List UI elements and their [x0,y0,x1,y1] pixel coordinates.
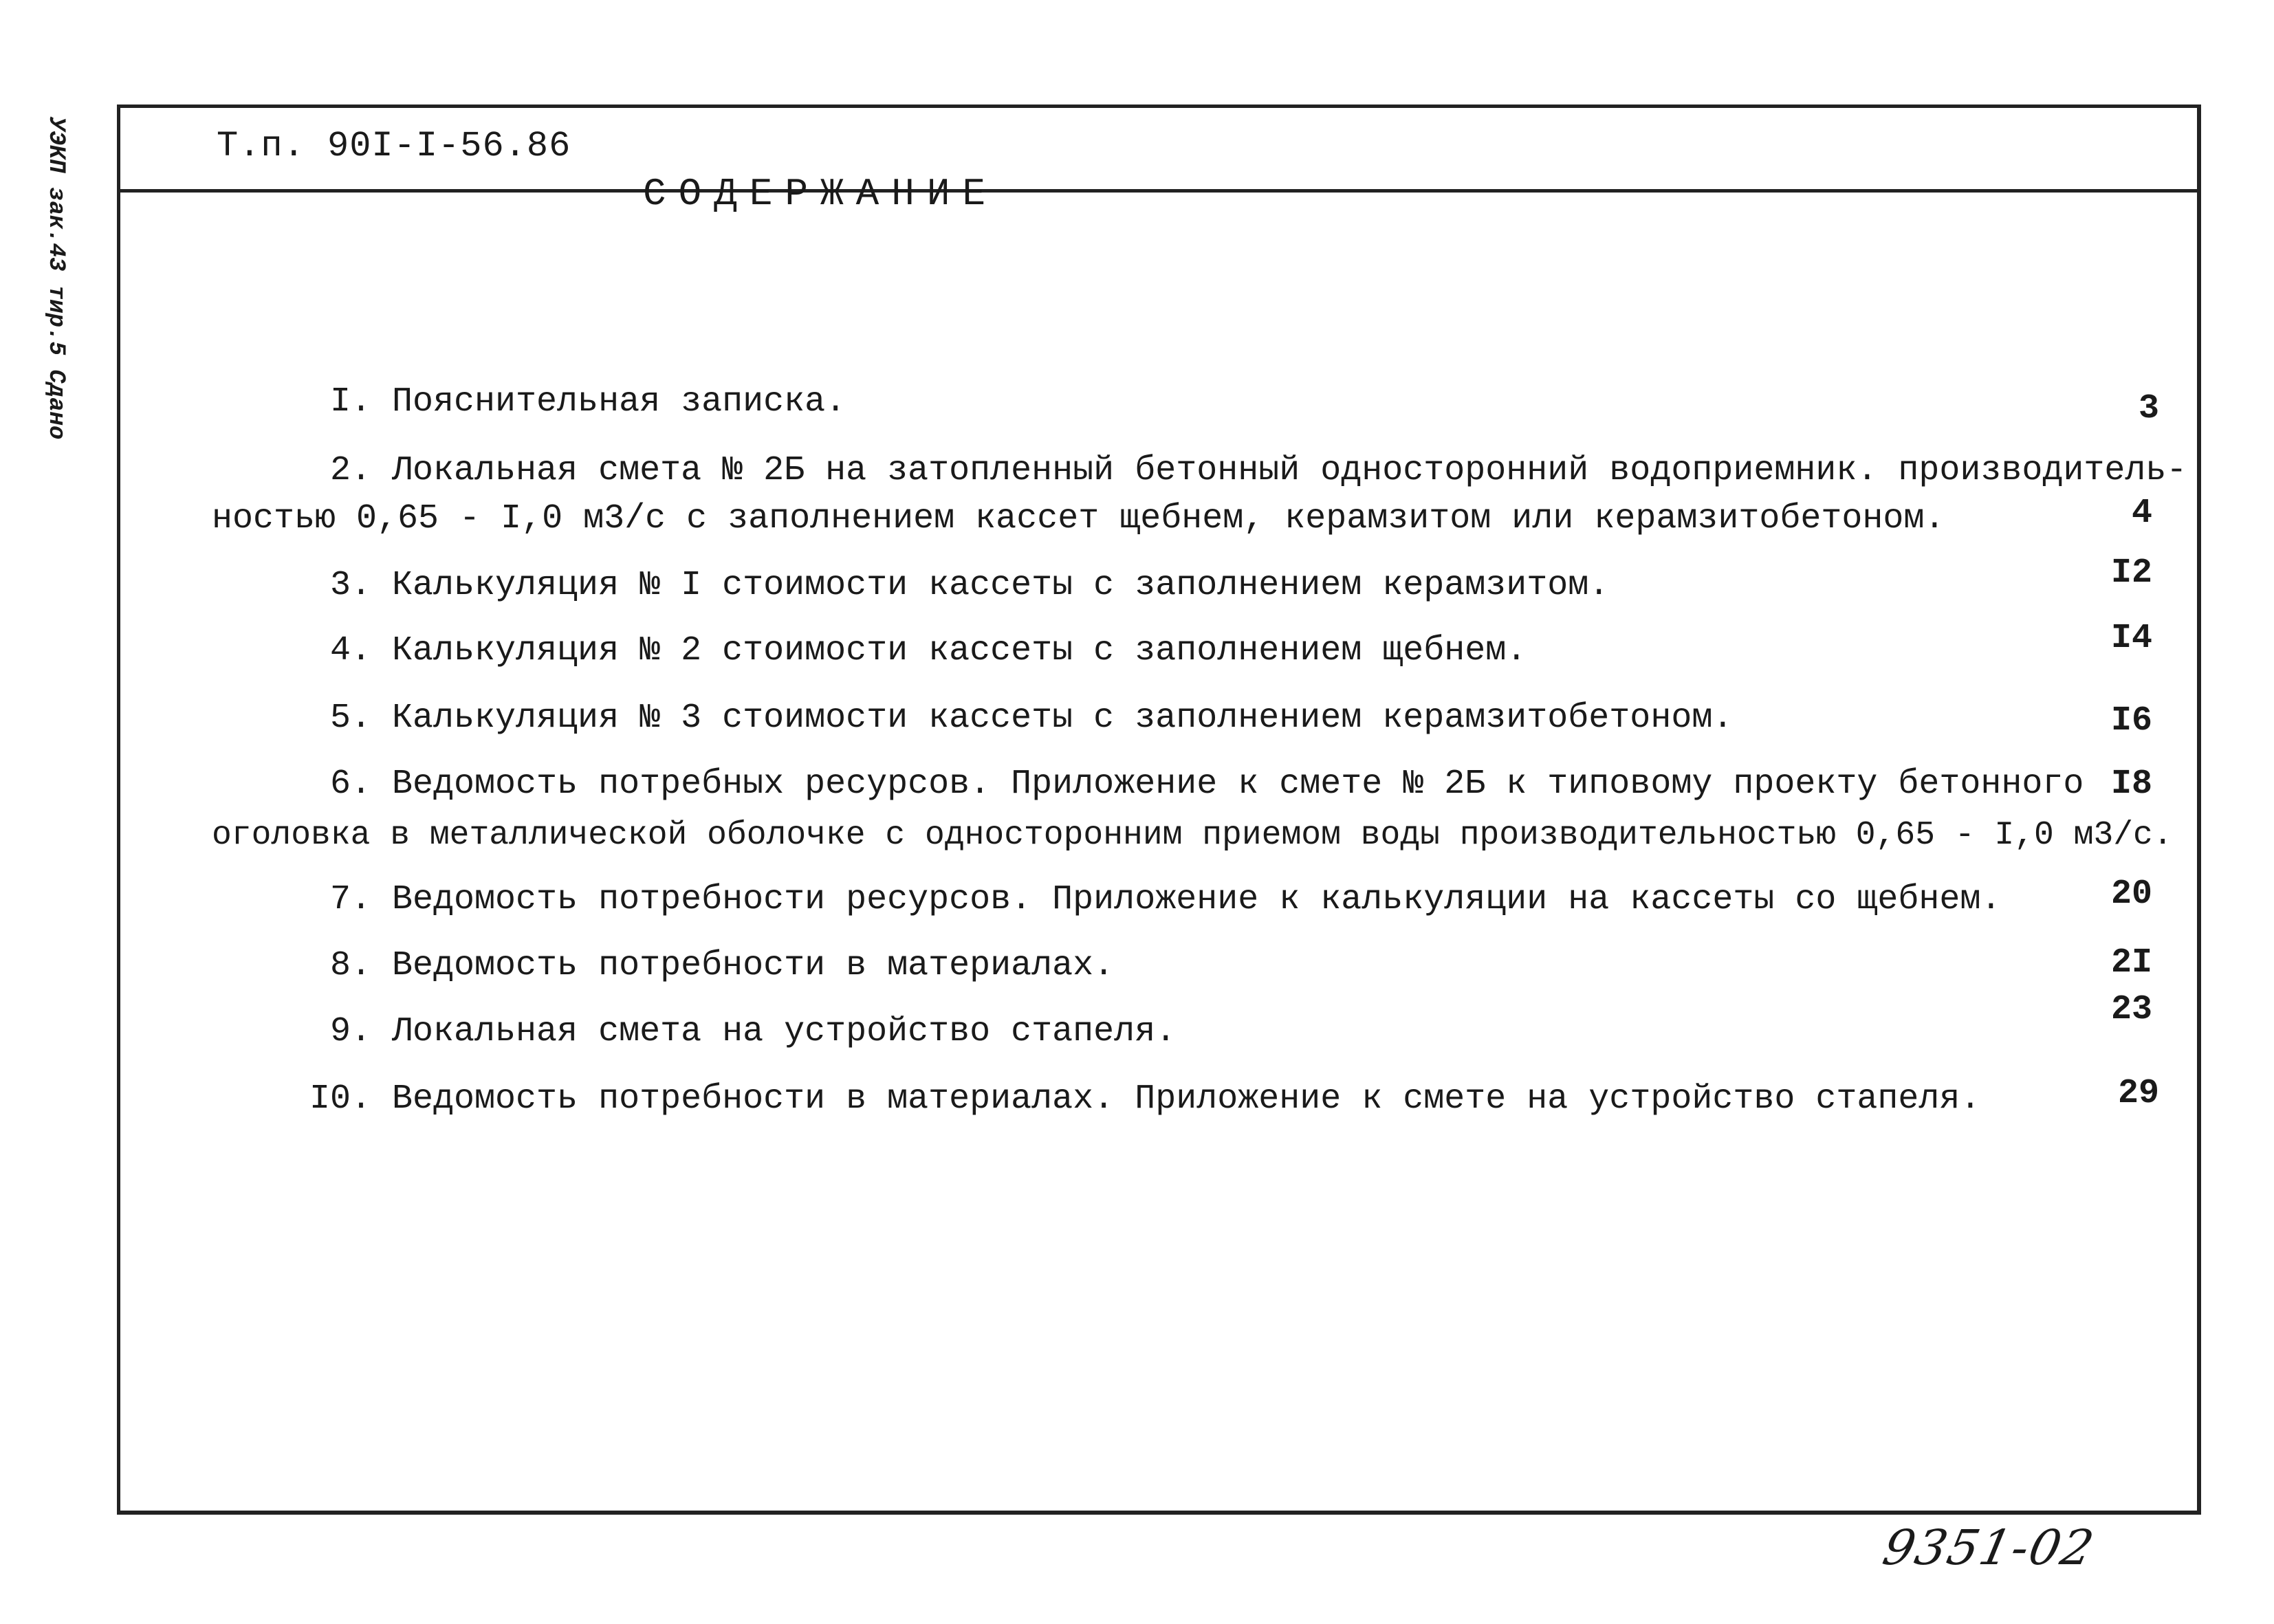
toc-item-2-page: 4 [2131,494,2152,533]
toc-item-4-page: I4 [2110,619,2152,658]
toc-item-6-page: I8 [2110,765,2152,804]
contents-heading: СОДЕРЖАНИЕ [643,172,998,216]
toc-item-1-text: I. Пояснительная записка. [330,382,846,421]
toc-item-6-text: 6. Ведомость потребных ресурсов. Приложение к смете № 2Б к типовому проекту бетонного [330,765,2084,804]
toc-item-10-page: 29 [2117,1074,2159,1113]
handwritten-sheet-number: 9351-02 [1878,1519,2100,1576]
toc-item-5-text: 5. Калькуляция № 3 стоимости кассеты с заполнением керамзитобетоном. [330,699,1734,738]
toc-item-1-page: 3 [2138,389,2159,428]
toc-item-3-text: 3. Калькуляция № I стоимости кассеты с заполнением керамзитом. [330,566,1610,605]
toc-item-9-text: 9. Локальная смета на устройство стапеля. [330,1012,1177,1051]
side-print-stamp: УЭКП зак.43 тир.5 Сдано [43,117,69,440]
toc-item-8-page: 2I [2110,943,2152,983]
toc-item-8-text: 8. Ведомость потребности в материалах. [330,946,1115,985]
toc-item-7-text: 7. Ведомость потребности ресурсов. Приложение к калькуляции на кассеты со щебнем. [330,880,2002,919]
toc-item-9-page: 23 [2110,990,2152,1029]
title-block [120,108,2197,193]
toc-item-2-text-cont: ностью 0,65 - I,0 м3/с с заполнением кассет щебнем, керамзитом или керамзитобетоном. [212,499,1945,538]
document-code: Т.п. 90I-I-56.86 [217,126,571,166]
toc-item-4-text: 4. Калькуляция № 2 стоимости кассеты с заполнением щебнем. [330,631,1527,670]
toc-item-10-text: I0. Ведомость потребности в материалах. Приложение к смете на устройство стапеля. [309,1079,1981,1119]
toc-item-3-page: I2 [2110,553,2152,593]
toc-item-2-text: 2. Локальная смета № 2Б на затопленный бетонный односторонний водоприемник. производитель- [330,451,2187,490]
toc-item-5-page: I6 [2110,701,2152,740]
toc-item-7-page: 20 [2110,875,2152,914]
toc-item-6-text-cont: оголовка в металлической оболочке с односторонним приемом воды производительностью 0,65 - I,0 м3/с. [212,817,2173,854]
